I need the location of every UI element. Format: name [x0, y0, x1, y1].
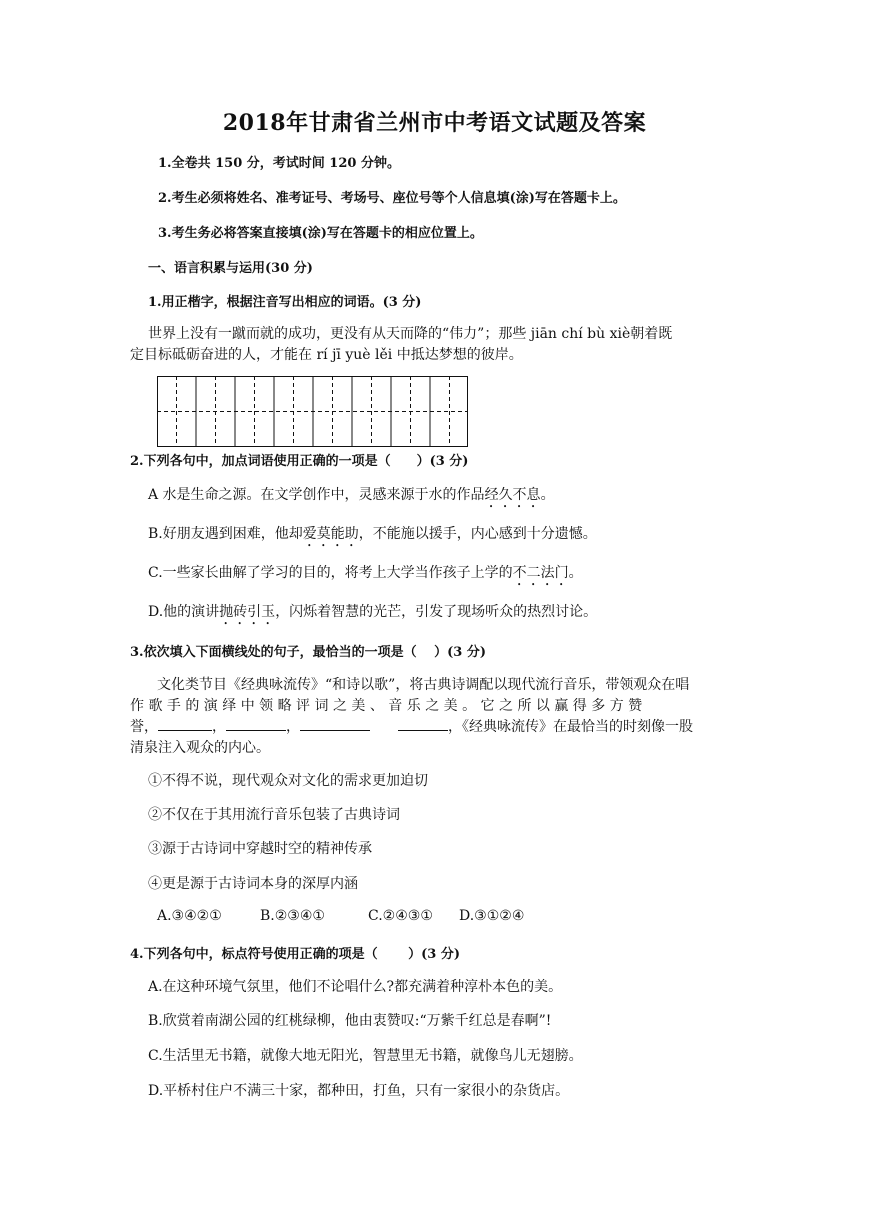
q3-choice-b: B.②③④① [260, 908, 325, 924]
answer-grid [157, 376, 469, 448]
q3-line3-start: 誉， [130, 719, 158, 735]
q2-option-c-text: C.一些家长曲解了学习的目的，将考上大学当作孩子上学的 [148, 565, 513, 581]
blank-1 [158, 716, 212, 731]
q3-choice-a: A.③④②① [157, 908, 222, 924]
q3-line3-end: ，《经典咏流传》在最恰当的时刻像一股 [448, 719, 693, 735]
q2-option-d [148, 601, 597, 628]
instruction-1: 1.全卷共 150 分，考试时间 120 分钟。 [158, 156, 400, 171]
q2-option-a [148, 484, 555, 511]
q2-option-b-end: ，不能施以援手，内心感到十分遗憾。 [358, 526, 597, 542]
q3-text-line1: 文化类节目《经典咏流传》“和诗以歌”，将古典诗调配以现代流行音乐，带领观众在唱 [157, 677, 690, 693]
q1-text-line2: 定目标砥砺奋进的人，才能在 rí jī yuè lěi 中抵达梦想的彼岸。 [130, 347, 523, 363]
q3-sentence-2: ②不仅在于其用流行音乐包装了古典诗词 [148, 807, 400, 823]
instruction-2: 2.考生必须将姓名、准考证号、考场号、座位号等个人信息填(涂)写在答题卡上。 [158, 191, 626, 206]
q3-sentence-3: ③源于古诗词中穿越时空的精神传承 [148, 841, 372, 857]
blank-2 [226, 716, 286, 731]
page-title: 2018年甘肃省兰州市中考语文试题及答案 [222, 110, 647, 136]
q3-choice-c: C.②④③① [368, 908, 433, 924]
instruction-3: 3.考生务必将答案直接填(涂)写在答题卡的相应位置上。 [158, 226, 483, 241]
q3-text-line4: 清泉注入观众的内心。 [130, 740, 270, 756]
blank-3 [300, 716, 370, 731]
q1-stem: 1.用正楷字，根据注音写出相应的词语。(3 分) [148, 295, 422, 310]
q3-text-line3 [130, 716, 693, 738]
q3-comma-1: ， [212, 719, 226, 735]
q3-text-line2: 作 歌 手 的 演 绎 中 领 略 评 词 之 美 、 音 乐 之 美 。 它 之 所 以 赢 得 多 方 赞 [130, 698, 643, 714]
blank-4 [398, 716, 448, 731]
q2-option-d-text: D.他的演讲 [148, 604, 220, 620]
q2-option-b-text: B.好朋友遇到困难，他却 [148, 526, 303, 542]
q2-stem: 2.下列各句中，加点词语使用正确的一项是（ ）(3 分) [130, 454, 469, 469]
q4-option-c: C.生活里无书籍，就像大地无阳光，智慧里无书籍，就像鸟儿无翅膀。 [148, 1048, 583, 1064]
q4-option-d: D.平桥村住户不满三十家，都种田，打鱼，只有一家很小的杂货店。 [148, 1083, 570, 1099]
q2-option-d-dotted: 抛砖引玉 [219, 604, 276, 620]
q2-option-b [148, 523, 597, 550]
q2-option-c-end: 。 [568, 565, 583, 581]
q2-option-a-text: A 水是生命之源。在文学创作中，灵感来源于水的作品 [148, 487, 485, 503]
q3-choice-d: D.③①②④ [459, 908, 525, 924]
q3-comma-2: ， [286, 719, 300, 735]
q2-option-d-end: ，闪烁着智慧的光芒，引发了现场听众的热烈讨论。 [275, 604, 598, 620]
q4-stem: 4.下列各句中，标点符号使用正确的项是（ ）(3 分) [130, 947, 460, 962]
q2-option-c-dotted: 不二法门 [512, 565, 569, 581]
q4-option-b: B.欣赏着南湖公园的红桃绿柳，他由衷赞叹:“万紫千红总是春啊”! [148, 1013, 552, 1029]
q2-option-a-end: 。 [540, 487, 555, 503]
q3-sentence-4: ④更是源于古诗词本身的深厚内涵 [148, 876, 358, 892]
q1-text-line1: 世界上没有一蹴而就的成功，更没有从天而降的“伟力”；那些 jiān chí bù xiè朝着既 [148, 326, 673, 342]
section-heading: 一、语言积累与运用(30 分) [148, 261, 313, 276]
q3-stem: 3.依次填入下面横线处的句子，最恰当的一项是（ ）(3 分) [130, 645, 486, 660]
q2-option-b-dotted: 爱莫能助 [302, 526, 359, 542]
q2-option-a-dotted: 经久不息 [484, 487, 541, 503]
q3-sentence-1: ①不得不说，现代观众对文化的需求更加迫切 [148, 773, 428, 789]
q4-option-a: A.在这种环境气氛里，他们不论唱什么?都充满着种淳朴本色的美。 [148, 979, 563, 995]
q2-option-c [148, 562, 583, 589]
